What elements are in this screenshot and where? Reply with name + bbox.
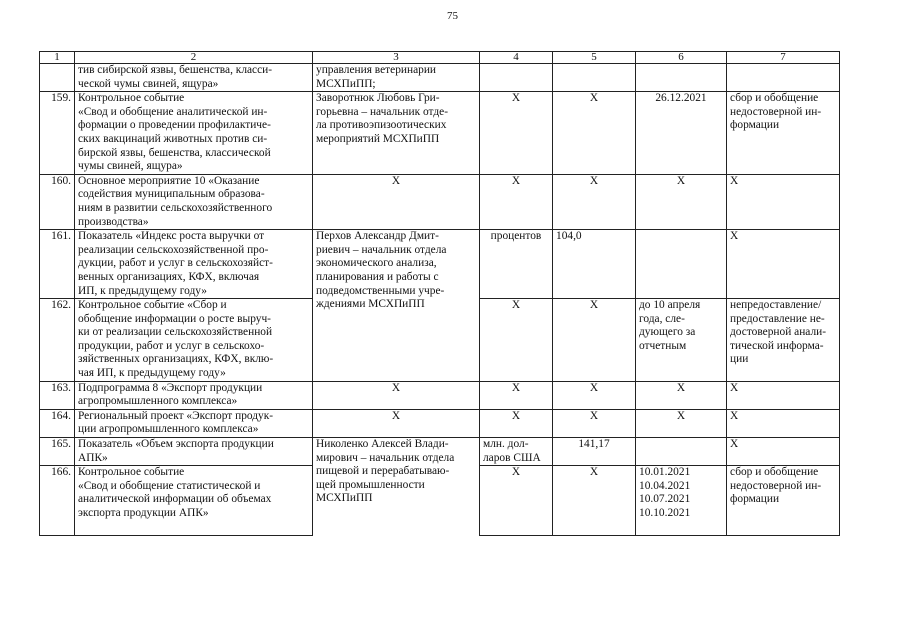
header-row: [40, 52, 840, 64]
row-risk: непредоставление/ предоставление не- достоверной анали- тической информа- ции: [727, 299, 840, 382]
row-date: 10.01.2021 10.04.2021 10.07.2021 10.10.2021: [636, 466, 727, 536]
table-row: [40, 64, 840, 92]
row-value: X: [553, 381, 636, 409]
row-unit: млн. дол- ларов США: [480, 438, 553, 466]
header-col-4: 4: [480, 52, 553, 64]
row-risk: X: [727, 438, 840, 466]
row-number: 162.: [40, 299, 75, 382]
row-number: 166.: [40, 466, 75, 536]
header-col-7: 7: [727, 52, 840, 64]
row-responsible: Николенко Алексей Влади- мирович – начальник отдела пищевой и перерабатываю- щей промышленности МСХПиПП: [313, 438, 480, 536]
row-risk: X: [727, 230, 840, 299]
row-responsible: Перхов Александр Дмит- риевич – начальник отдела экономического анализа, планирования и работы с подведомственными учре- ждениями МСХПиПП: [313, 230, 480, 382]
header-col-5: 5: [553, 52, 636, 64]
table-row: [40, 92, 840, 175]
row-value: X: [553, 174, 636, 229]
row-responsible: Заворотнюк Любовь Гри- горьевна – начальник отде- ла противоэпизоотических мероприятий МСХПиПП: [313, 92, 480, 175]
header-col-2: 2: [75, 52, 313, 64]
row-number: 161.: [40, 230, 75, 299]
row-unit: X: [480, 381, 553, 409]
row-description: Контрольное событие «Свод и обобщение аналитической ин- формации о проведении профилактиче- ских вакцинаций животных против си- бирской язвы, бешенства, классической чумы свиней, ящура»: [75, 92, 313, 175]
row-unit: X: [480, 466, 553, 536]
row-unit: X: [480, 174, 553, 229]
row-date: до 10 апреля года, сле- дующего за отчетным: [636, 299, 727, 382]
row-description: тив сибирской язвы, бешенства, класси- ческой чумы свиней, ящура»: [75, 64, 313, 92]
row-description: Показатель «Индекс роста выручки от реализации сельскохозяйственной про- дукции, работ и услуг в сельскохозяйст- венных организациях, КФХ, включая ИП, к предыдущему году»: [75, 230, 313, 299]
document-table: [39, 51, 840, 536]
row-date: [636, 230, 727, 299]
row-risk: сбор и обобщение недостоверной ин- формации: [727, 466, 840, 536]
row-number: 160.: [40, 174, 75, 229]
row-responsible: X: [313, 381, 480, 409]
row-number: [40, 64, 75, 92]
table-row: [40, 409, 840, 437]
row-description: Основное мероприятие 10 «Оказание содействия муниципальным образова- ниям в развитии сельскохозяйственного производства»: [75, 174, 313, 229]
row-date: [636, 438, 727, 466]
row-responsible: X: [313, 174, 480, 229]
row-risk: X: [727, 409, 840, 437]
row-date: X: [636, 174, 727, 229]
row-unit: X: [480, 299, 553, 382]
row-number: 164.: [40, 409, 75, 437]
row-value: X: [553, 409, 636, 437]
header-col-1: 1: [40, 52, 75, 64]
row-description: Подпрограмма 8 «Экспорт продукции агропромышленного комплекса»: [75, 381, 313, 409]
row-unit: X: [480, 92, 553, 175]
row-description: Показатель «Объем экспорта продукции АПК»: [75, 438, 313, 466]
row-value: X: [553, 299, 636, 382]
table-row: [40, 381, 840, 409]
header-col-6: 6: [636, 52, 727, 64]
row-value: [553, 64, 636, 92]
row-value: 104,0: [553, 230, 636, 299]
row-number: 159.: [40, 92, 75, 175]
table-row: [40, 174, 840, 229]
row-date: X: [636, 409, 727, 437]
row-date: [636, 64, 727, 92]
row-number: 163.: [40, 381, 75, 409]
table-row: [40, 230, 840, 299]
row-risk: [727, 64, 840, 92]
row-number: 165.: [40, 438, 75, 466]
row-description: Контрольное событие «Сбор и обобщение информации о росте выруч- ки от реализации сельскохозяйственной продукции, работ и услуг в сельскохо- зяйственных организациях, КФХ, вклю- чая ИП, к предыдущему году»: [75, 299, 313, 382]
header-col-3: 3: [313, 52, 480, 64]
row-value: X: [553, 466, 636, 536]
row-responsible: X: [313, 409, 480, 437]
row-description: Региональный проект «Экспорт продук- ции агропромышленного комплекса»: [75, 409, 313, 437]
row-unit: X: [480, 409, 553, 437]
row-responsible: управления ветеринарии МСХПиПП;: [313, 64, 480, 92]
table-row: [40, 438, 840, 466]
row-unit: [480, 64, 553, 92]
row-date: 26.12.2021: [636, 92, 727, 175]
page-number: 75: [447, 10, 458, 22]
row-risk: X: [727, 174, 840, 229]
row-value: 141,17: [553, 438, 636, 466]
row-unit: процентов: [480, 230, 553, 299]
row-description: Контрольное событие «Свод и обобщение статистической и аналитической информации об объемах экспорта продукции АПК»: [75, 466, 313, 536]
row-value: X: [553, 92, 636, 175]
row-date: X: [636, 381, 727, 409]
row-risk: сбор и обобщение недостоверной ин- формации: [727, 92, 840, 175]
row-risk: X: [727, 381, 840, 409]
